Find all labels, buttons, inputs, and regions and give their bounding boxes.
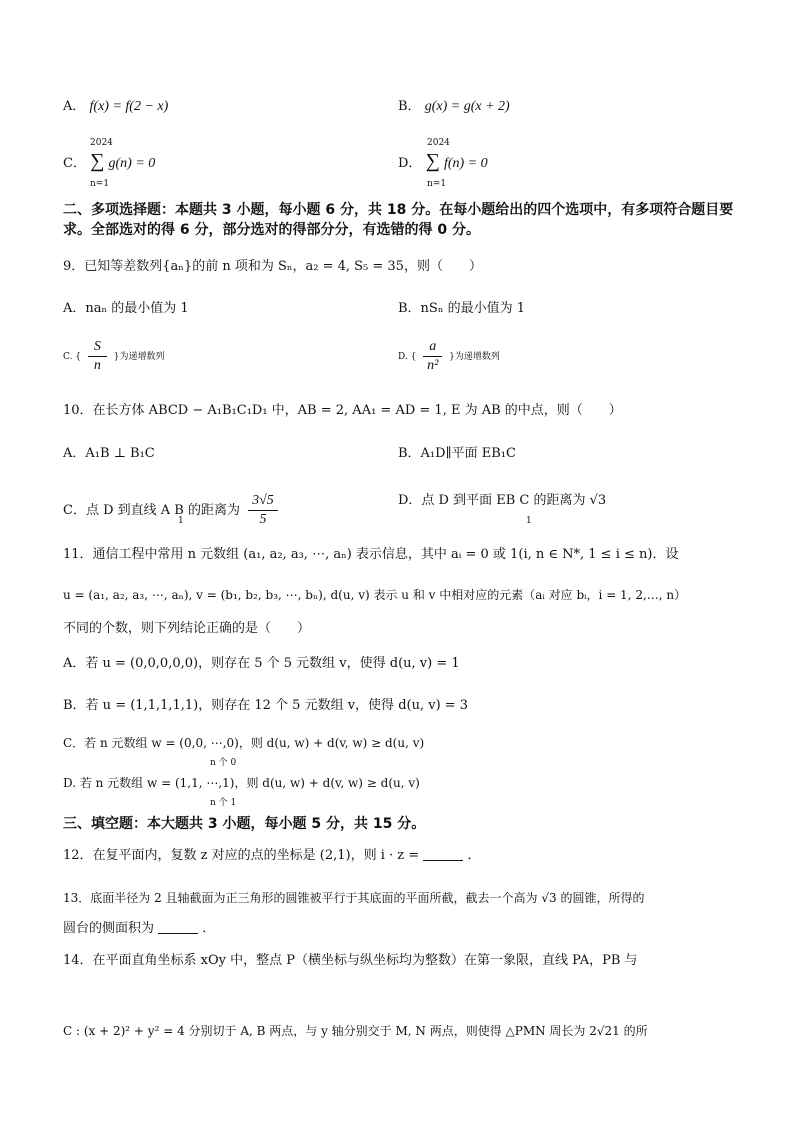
option-label: C. {: [63, 352, 82, 362]
option-expr: g(x) = g(x + 2): [424, 99, 510, 114]
sum-lower-limit: n=1: [427, 179, 447, 189]
question-9-option-a: A．naₙ 的最小值为 1: [63, 301, 189, 316]
denominator: n: [93, 358, 101, 373]
question-end: ．: [467, 848, 481, 863]
denominator: n²: [427, 358, 439, 373]
question-11-option-d: D. 若 n 元数组 w = (1,1, ⋯,1)，则 d(u, w) + d(v, w) ≥ d(u, v): [63, 776, 420, 790]
option-expr: f(n) = 0: [443, 156, 488, 171]
numerator: S: [88, 338, 107, 357]
question-9-option-c: [63, 338, 165, 375]
sum-symbol: ∑: [425, 150, 440, 172]
option-label: A．: [63, 99, 86, 114]
question-10-option-a: A．A₁B ⊥ B₁C: [63, 446, 155, 461]
option-label: D．: [398, 156, 422, 171]
question-12: [63, 846, 480, 865]
numerator: a: [423, 338, 442, 357]
fraction: [248, 492, 278, 529]
sum-lower-limit: n=1: [90, 179, 110, 189]
question-text: 12．在复平面内，复数 z 对应的点的坐标是 (2,1)，则 i · z =: [63, 848, 424, 863]
question-10-stem: 10．在长方体 ABCD − A₁B₁C₁D₁ 中，AB = 2, AA₁ = AD = 1, E 为 AB 的中点，则（ ）: [63, 403, 622, 418]
numerator: 3√5: [248, 492, 278, 511]
question-11-line-3: 不同的个数，则下列结论正确的是（ ）: [63, 621, 311, 636]
sum-symbol: ∑: [90, 150, 105, 172]
option-text: C．点 D 到直线 A B 的距离为: [63, 503, 240, 518]
option-tail: }为递增数列: [449, 352, 500, 362]
question-11-line-1: 11．通信工程中常用 n 元数组 (a₁, a₂, a₃, ⋯, aₙ) 表示信息，其中 aᵢ = 0 或 1(i, n ∈ N*, 1 ≤ i ≤ n)．设: [63, 547, 679, 562]
section-heading-multiple-choice: 二、多项选择题：本题共 3 小题，每小题 6 分，共 18 分。在每小题给出的四个选项中，有多项符合题目要求。全部选对的得 6 分，部分选对的得部分分，有选错的得 0 分。: [63, 202, 734, 238]
question-10-option-d: D．点 D 到平面 EB C 的距离为 √3: [398, 493, 607, 508]
underbrace-label: n 个 1: [210, 798, 237, 808]
question-13-line-2: [63, 919, 215, 938]
underbrace-label: n 个 0: [210, 758, 237, 768]
question-10-option-c: [63, 492, 278, 529]
sum-upper-limit: 2024: [90, 138, 113, 148]
question-11-option-b: B．若 u = (1,1,1,1,1)，则存在 12 个 5 元数组 v，使得 d(u, v) = 3: [63, 698, 469, 713]
question-text: 圆台的侧面积为: [63, 921, 155, 936]
question-9-stem: 9．已知等差数列{aₙ}的前 n 项和为 Sₙ，a₂ = 4, S₅ = 35，则（ ）: [63, 259, 482, 274]
option-expr: f(x) = f(2 − x): [89, 99, 169, 114]
question-11-line-2: u = (a₁, a₂, a₃, ⋯, aₙ), v = (b₁, b₂, b₃, ⋯, bₙ), d(u, v) 表示 u 和 v 中相对应的元素（aᵢ 对应 bᵢ，i = 1, 2,…, n）: [63, 588, 687, 602]
question-end: ．: [202, 921, 216, 936]
option-tail: }为递增数列: [113, 352, 165, 362]
question-9-option-d: [398, 338, 500, 375]
fraction: [88, 338, 107, 375]
answer-blank[interactable]: [423, 846, 463, 861]
option-label: C．: [63, 156, 86, 171]
question-11-option-c: C．若 n 元数组 w = (0,0, ⋯,0)，则 d(u, w) + d(v, w) ≥ d(u, v): [63, 736, 425, 750]
answer-blank[interactable]: [158, 919, 198, 934]
option-c-prev: [63, 152, 155, 173]
subscript-one: 1: [526, 516, 532, 526]
question-14-line-1: 14．在平面直角坐标系 xOy 中，整点 P（横坐标与纵坐标均为整数）在第一象限，直线 PA，PB 与: [63, 953, 638, 968]
question-10-option-b: B．A₁D∥平面 EB₁C: [398, 446, 516, 461]
denominator: 5: [259, 512, 267, 527]
sum-upper-limit: 2024: [427, 138, 450, 148]
option-b-prev: [398, 98, 510, 116]
question-13-line-1: 13．底面半径为 2 且轴截面为正三角形的圆锥被平行于其底面的平面所截，截去一个高为 √3 的圆锥，所得的: [63, 891, 645, 905]
section-heading-fill-in: 三、填空题：本大题共 3 小题，每小题 5 分，共 15 分。: [63, 816, 426, 832]
question-9-option-b: B．nSₙ 的最小值为 1: [398, 301, 525, 316]
fraction: [423, 338, 442, 375]
question-11-option-a: A．若 u = (0,0,0,0,0)，则存在 5 个 5 元数组 v，使得 d(u, v) = 1: [63, 656, 460, 671]
option-expr: g(n) = 0: [108, 156, 156, 171]
subscript-one: 1: [178, 516, 184, 526]
option-d-prev: [398, 152, 488, 173]
option-a-prev: [63, 98, 168, 116]
question-14-line-2: C : (x + 2)² + y² = 4 分别切于 A, B 两点，与 y 轴分别交于 M, N 两点，则使得 △PMN 周长为 2√21 的所: [63, 1024, 648, 1038]
option-label: D. {: [398, 352, 417, 362]
option-label: B．: [398, 99, 421, 114]
